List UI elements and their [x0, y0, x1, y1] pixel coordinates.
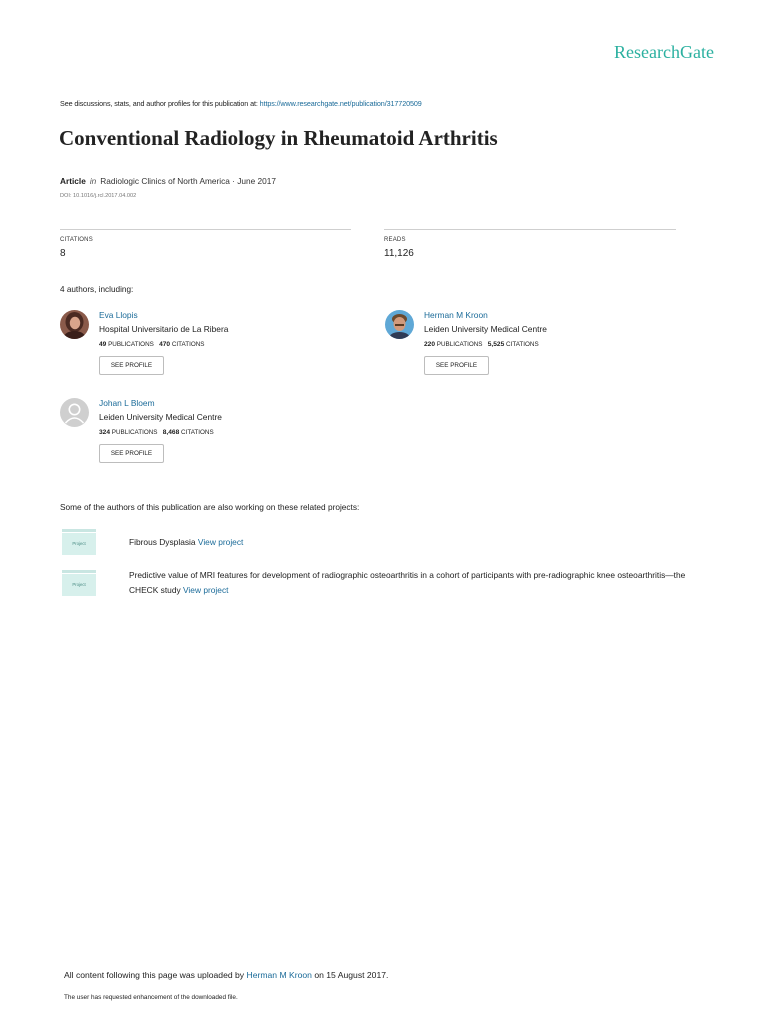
authors-heading: 4 authors, including: — [60, 285, 134, 294]
publications-count: 324 — [99, 429, 111, 436]
see-profile-button[interactable]: SEE PROFILE — [99, 356, 164, 375]
upload-note-suffix: on 15 August 2017. — [311, 970, 389, 980]
project-thumbnail[interactable] — [62, 570, 96, 596]
in-label: in — [89, 176, 97, 186]
citations-label: CITATIONS — [181, 429, 214, 436]
citations-divider — [60, 229, 351, 230]
citations-label: CITATIONS — [171, 341, 205, 348]
reads-count: 11,126 — [384, 248, 414, 259]
project-title: Fibrous Dysplasia — [129, 537, 198, 547]
publications-label: PUBLICATIONS — [108, 341, 154, 348]
researchgate-logo[interactable]: ResearchGate — [614, 42, 714, 62]
citations-count: 470 — [159, 341, 171, 348]
publications-label: PUBLICATIONS — [111, 429, 158, 436]
placeholder-user-icon[interactable] — [60, 398, 89, 427]
publications-count: 220 — [424, 341, 436, 348]
author-institution: Leiden University Medical Centre — [424, 324, 547, 334]
publications-label: PUBLICATIONS — [436, 341, 483, 348]
project-title: Predictive value of MRI features for development of radiographic osteoarthritis in a cohort of participants with pre-radiographic knee osteoarthritis—the CHECK study — [129, 570, 686, 595]
header-note-text: See discussions, stats, and author profiles for this publication at: — [60, 99, 260, 108]
citations-count: 5,525 — [487, 341, 505, 348]
citations-label: CITATIONS — [506, 341, 539, 348]
author-institution: Hospital Universitario de La Ribera — [99, 324, 229, 334]
uploader-link[interactable]: Herman M Kroon — [246, 970, 312, 980]
project-item — [129, 535, 689, 550]
author-name-link[interactable]: Eva Llopis — [99, 310, 138, 320]
author-stats — [424, 341, 539, 348]
doi: DOI: 10.1016/j.rcl.2017.04.002 — [60, 193, 137, 199]
author-stats — [99, 341, 205, 348]
author-name-link[interactable]: Herman M Kroon — [424, 310, 488, 320]
project-thumbnail-label: Project — [62, 574, 96, 596]
citations-count: 8,468 — [162, 429, 180, 436]
header-note — [60, 99, 422, 108]
citations-label: CITATIONS — [60, 237, 93, 243]
see-profile-button[interactable]: SEE PROFILE — [99, 444, 164, 463]
view-project-link[interactable]: View project — [183, 585, 229, 595]
publication-meta — [60, 176, 276, 186]
project-thumbnail-label: Project — [62, 533, 96, 555]
project-thumbnail-tab — [62, 570, 96, 573]
photo-avatar[interactable] — [60, 310, 89, 339]
project-thumbnail-tab — [62, 529, 96, 532]
see-profile-button[interactable]: SEE PROFILE — [424, 356, 489, 375]
enhancement-note: The user has requested enhancement of the downloaded file. — [64, 994, 238, 1001]
project-thumbnail[interactable] — [62, 529, 96, 555]
publication-title: Conventional Radiology in Rheumatoid Arthritis — [59, 126, 498, 150]
photo-avatar[interactable] — [385, 310, 414, 339]
upload-note — [64, 970, 388, 980]
author-stats — [99, 429, 214, 436]
reads-label: READS — [384, 237, 406, 243]
upload-note-prefix: All content following this page was uploaded by — [64, 970, 247, 980]
citations-count: 8 — [60, 248, 66, 259]
journal-date: Radiologic Clinics of North America · June 2017 — [100, 176, 276, 186]
publication-type: Article — [60, 176, 86, 186]
author-institution: Leiden University Medical Centre — [99, 412, 222, 422]
publications-count: 49 — [99, 341, 107, 348]
view-project-link[interactable]: View project — [197, 537, 244, 547]
reads-divider — [384, 229, 676, 230]
project-item — [129, 568, 689, 598]
author-name-link[interactable]: Johan L Bloem — [99, 398, 155, 408]
related-projects-heading: Some of the authors of this publication are also working on these related projects: — [60, 502, 360, 512]
publication-url-link[interactable]: https://www.researchgate.net/publication/317720509 — [259, 99, 422, 108]
